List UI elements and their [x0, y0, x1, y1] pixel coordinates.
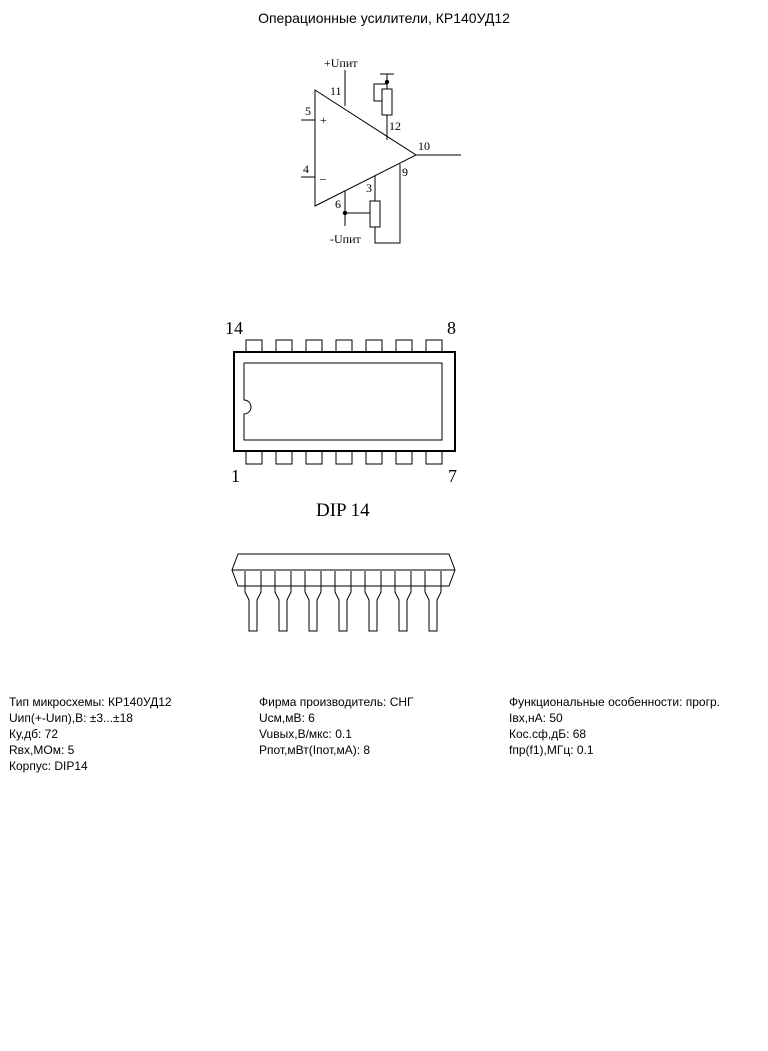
spec-cmrr: Кос.сф,дБ: 68 [509, 727, 587, 741]
pin-label-6: 6 [335, 197, 341, 211]
dip-body-inner [244, 363, 442, 440]
dip-pins-top [246, 340, 442, 352]
spec-offset-voltage: Uсм,мВ: 6 [259, 711, 315, 725]
spec-features: Функциональные особенности: прогр. [509, 695, 720, 709]
dip-pin-8-label: 8 [447, 318, 456, 338]
dip-package-top-view [234, 340, 455, 464]
label-supply-neg: -Uпит [330, 232, 361, 246]
pin-label-5: 5 [305, 104, 311, 118]
spec-frequency: fпр(f1),МГц: 0.1 [509, 743, 594, 757]
side-pins [245, 571, 441, 631]
resistor-bottom [370, 201, 380, 227]
specs-column-3 [509, 694, 720, 758]
pin-label-11: 11 [330, 84, 342, 98]
dip-pin-14-label: 14 [225, 318, 243, 338]
spec-gain: Ку,дб: 72 [9, 727, 59, 741]
spec-input-resistance: Rвх,МОм: 5 [9, 743, 75, 757]
label-supply-pos: +Uпит [324, 56, 358, 70]
label-minus: – [320, 171, 326, 185]
pin-label-9: 9 [402, 165, 408, 179]
dip-body-outer [234, 352, 455, 451]
label-plus: + [320, 113, 327, 127]
pin-label-12: 12 [389, 119, 401, 133]
dip-package-side-view [232, 554, 455, 631]
schematic-labels [303, 56, 430, 246]
specs-column-2 [259, 694, 414, 758]
dip-pins-bottom [246, 451, 442, 464]
page-title: Операционные усилители, КР140УД12 [258, 10, 510, 26]
junction-top [385, 80, 389, 84]
spec-slew-rate: Vuвых,В/мкс: 0.1 [259, 727, 352, 741]
spec-power: Рпот,мВт(Iпот,мА): 8 [259, 743, 371, 757]
dip-labels [225, 318, 457, 521]
dip-pin-1-label: 1 [231, 466, 240, 486]
pin-label-10: 10 [418, 139, 430, 153]
spec-input-current: Iвх,нА: 50 [509, 711, 563, 725]
package-name: DIP 14 [316, 500, 370, 521]
wire-top-wiper [374, 84, 387, 101]
pin-label-3: 3 [366, 181, 372, 195]
specs-column-1 [9, 694, 172, 774]
resistor-top [382, 89, 392, 115]
dip-pin-7-label: 7 [448, 466, 457, 486]
spec-manufacturer: Фирма производитель: СНГ [259, 695, 414, 709]
wire-bottom-res [375, 164, 400, 243]
pin-label-4: 4 [303, 162, 309, 176]
spec-package: Корпус: DIP14 [9, 759, 88, 773]
spec-chip-type: Тип микросхемы: КР140УД12 [9, 695, 172, 709]
junction-bottom [343, 211, 347, 215]
spec-supply-voltage: Uип(+-Uип),В: ±3...±18 [9, 711, 133, 725]
opamp-schematic [301, 70, 461, 243]
